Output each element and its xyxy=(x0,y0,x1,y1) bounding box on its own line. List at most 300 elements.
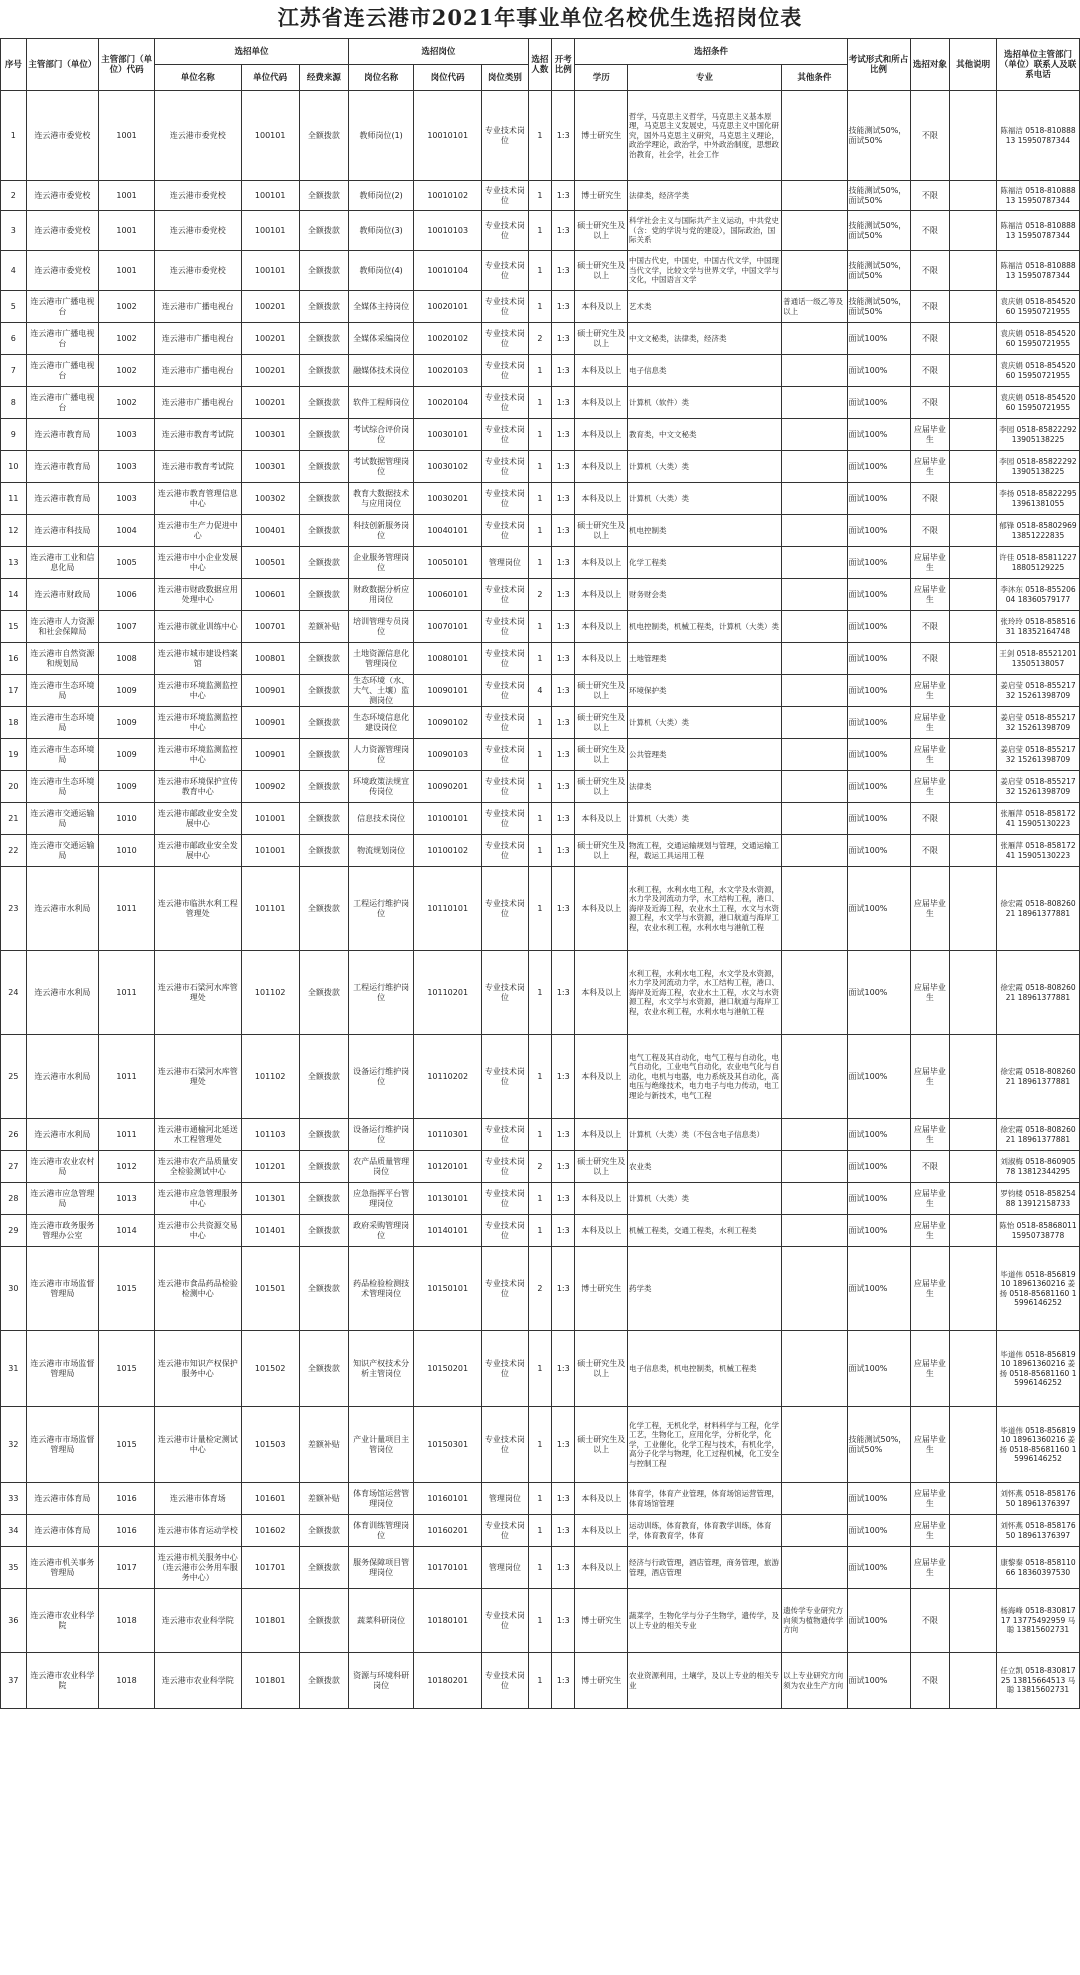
target-cell: 应届毕业生 xyxy=(910,771,950,803)
unit-name-cell: 连云港市农业科学院 xyxy=(155,1589,241,1653)
count-cell: 1 xyxy=(528,1483,551,1515)
post-type-cell: 管理岗位 xyxy=(482,547,529,579)
ratio-cell: 1:3 xyxy=(552,771,575,803)
dept-code-cell: 1003 xyxy=(99,451,155,483)
note-cell xyxy=(950,835,997,867)
target-cell: 应届毕业生 xyxy=(910,547,950,579)
table-row xyxy=(1,771,1080,803)
target-cell: 不限 xyxy=(910,515,950,547)
note-cell xyxy=(950,803,997,835)
target-cell: 应届毕业生 xyxy=(910,1247,950,1331)
post-type-cell: 专业技术岗位 xyxy=(482,707,529,739)
contact-cell: 徐宏霞 0518-80826021 18961377881 xyxy=(996,1035,1079,1119)
count-cell: 1 xyxy=(528,1215,551,1247)
unit-code-cell: 101102 xyxy=(241,1035,299,1119)
other-cell xyxy=(782,771,847,803)
unit-code-cell: 101102 xyxy=(241,951,299,1035)
funding-cell: 全额拨款 xyxy=(299,867,348,951)
note-cell xyxy=(950,451,997,483)
count-cell: 1 xyxy=(528,547,551,579)
dept-cell: 连云港市委党校 xyxy=(26,251,98,291)
unit-code-cell: 101001 xyxy=(241,803,299,835)
count-cell: 1 xyxy=(528,1183,551,1215)
count-cell: 1 xyxy=(528,1119,551,1151)
exam-cell: 面试100% xyxy=(847,611,910,643)
funding-cell: 全额拨款 xyxy=(299,483,348,515)
dept-code-cell: 1018 xyxy=(99,1589,155,1653)
unit-name-cell: 连云港市计量检定测试中心 xyxy=(155,1407,241,1483)
note-cell xyxy=(950,1407,997,1483)
note-cell xyxy=(950,181,997,211)
post-name-cell: 融媒体技术岗位 xyxy=(348,355,413,387)
funding-cell: 全额拨款 xyxy=(299,1183,348,1215)
major-cell: 法律类 xyxy=(627,771,781,803)
funding-cell: 全额拨款 xyxy=(299,1247,348,1331)
note-cell xyxy=(950,771,997,803)
unit-name-cell: 连云港市公共资源交易中心 xyxy=(155,1215,241,1247)
post-type-cell: 专业技术岗位 xyxy=(482,181,529,211)
post-code-cell: 10010104 xyxy=(414,251,482,291)
edu-cell: 本科及以上 xyxy=(575,451,628,483)
post-code-cell: 10100101 xyxy=(414,803,482,835)
exam-cell: 面试100% xyxy=(847,323,910,355)
unit-name-cell: 连云港市环境监测监控中心 xyxy=(155,707,241,739)
funding-cell: 差额补贴 xyxy=(299,1483,348,1515)
major-cell: 农业类 xyxy=(627,1151,781,1183)
seq-cell: 2 xyxy=(1,181,27,211)
count-cell: 1 xyxy=(528,1407,551,1483)
major-cell: 蔬菜学，生物化学与分子生物学，遗传学，及以上专业的相关专业 xyxy=(627,1589,781,1653)
post-code-cell: 10180101 xyxy=(414,1589,482,1653)
seq-cell: 16 xyxy=(1,643,27,675)
post-name-cell: 教师岗位(2) xyxy=(348,181,413,211)
target-cell: 应届毕业生 xyxy=(910,419,950,451)
dept-code-cell: 1016 xyxy=(99,1483,155,1515)
count-cell: 2 xyxy=(528,1151,551,1183)
exam-cell: 面试100% xyxy=(847,1483,910,1515)
edu-cell: 硕士研究生及以上 xyxy=(575,211,628,251)
major-cell: 机电控制类，机械工程类，计算机（大类）类 xyxy=(627,611,781,643)
post-name-cell: 应急指挥平台管理岗位 xyxy=(348,1183,413,1215)
unit-name-cell: 连云港市通榆河北延送水工程管理处 xyxy=(155,1119,241,1151)
dept-cell: 连云港市自然资源和规划局 xyxy=(26,643,98,675)
funding-cell: 全额拨款 xyxy=(299,1035,348,1119)
target-cell: 不限 xyxy=(910,643,950,675)
seq-cell: 24 xyxy=(1,951,27,1035)
funding-cell: 全额拨款 xyxy=(299,951,348,1035)
edu-cell: 硕士研究生及以上 xyxy=(575,1331,628,1407)
table-row xyxy=(1,707,1080,739)
post-code-cell: 10130101 xyxy=(414,1183,482,1215)
post-type-cell: 专业技术岗位 xyxy=(482,643,529,675)
edu-cell: 本科及以上 xyxy=(575,1035,628,1119)
exam-cell: 面试100% xyxy=(847,547,910,579)
post-name-cell: 环境政策法规宣传岗位 xyxy=(348,771,413,803)
post-name-cell: 蔬菜科研岗位 xyxy=(348,1589,413,1653)
other-cell xyxy=(782,1407,847,1483)
note-cell xyxy=(950,1515,997,1547)
unit-code-cell: 101601 xyxy=(241,1483,299,1515)
note-cell xyxy=(950,951,997,1035)
unit-name-cell: 连云港市生产力促进中心 xyxy=(155,515,241,547)
seq-cell: 17 xyxy=(1,675,27,707)
count-cell: 2 xyxy=(528,1247,551,1331)
dept-cell: 连云港市教育局 xyxy=(26,451,98,483)
major-cell: 计算机（大类）类 xyxy=(627,451,781,483)
table-row xyxy=(1,1589,1080,1653)
dept-code-cell: 1002 xyxy=(99,355,155,387)
post-code-cell: 10160101 xyxy=(414,1483,482,1515)
dept-cell: 连云港市教育局 xyxy=(26,483,98,515)
post-name-cell: 农产品质量管理岗位 xyxy=(348,1151,413,1183)
other-cell xyxy=(782,1035,847,1119)
edu-cell: 硕士研究生及以上 xyxy=(575,739,628,771)
note-cell xyxy=(950,355,997,387)
contact-cell: 徐宏霞 0518-80826021 18961377881 xyxy=(996,951,1079,1035)
unit-code-cell: 101502 xyxy=(241,1331,299,1407)
unit-name-cell: 连云港市知识产权保护服务中心 xyxy=(155,1331,241,1407)
post-code-cell: 10110101 xyxy=(414,867,482,951)
unit-name-cell: 连云港市教育考试院 xyxy=(155,451,241,483)
target-cell: 不限 xyxy=(910,387,950,419)
target-cell: 应届毕业生 xyxy=(910,951,950,1035)
seq-cell: 25 xyxy=(1,1035,27,1119)
ratio-cell: 1:3 xyxy=(552,707,575,739)
table-row xyxy=(1,951,1080,1035)
dept-code-cell: 1009 xyxy=(99,739,155,771)
major-cell: 化学工程，无机化学，材料科学与工程，化学工艺，生物化工，应用化学，分析化学，化学，工业催化，化学工程与技术，有机化学，高分子化学与物理，化工过程机械，化工安全与控制工程 xyxy=(627,1407,781,1483)
header-funding: 经费来源 xyxy=(299,65,348,91)
seq-cell: 13 xyxy=(1,547,27,579)
edu-cell: 博士研究生 xyxy=(575,181,628,211)
major-cell: 经济与行政管理，酒店管理，商务管理，旅游管理，酒店管理 xyxy=(627,1547,781,1589)
contact-cell: 罗钧楼 0518-85825488 13912158733 xyxy=(996,1183,1079,1215)
count-cell: 1 xyxy=(528,355,551,387)
unit-name-cell: 连云港市石梁河水库管理处 xyxy=(155,1035,241,1119)
ratio-cell: 1:3 xyxy=(552,323,575,355)
post-type-cell: 专业技术岗位 xyxy=(482,211,529,251)
contact-cell: 徐宏霞 0518-80826021 18961377881 xyxy=(996,1119,1079,1151)
target-cell: 不限 xyxy=(910,1151,950,1183)
post-code-cell: 10150201 xyxy=(414,1331,482,1407)
post-name-cell: 人力资源管理岗位 xyxy=(348,739,413,771)
exam-cell: 面试100% xyxy=(847,643,910,675)
note-cell xyxy=(950,643,997,675)
dept-cell: 连云港市机关事务管理局 xyxy=(26,1547,98,1589)
seq-cell: 26 xyxy=(1,1119,27,1151)
seq-cell: 20 xyxy=(1,771,27,803)
dept-code-cell: 1001 xyxy=(99,91,155,181)
post-code-cell: 10060101 xyxy=(414,579,482,611)
seq-cell: 36 xyxy=(1,1589,27,1653)
note-cell xyxy=(950,579,997,611)
contact-cell: 张雁萍 0518-85817241 15905130223 xyxy=(996,835,1079,867)
post-code-cell: 10020104 xyxy=(414,387,482,419)
contact-cell: 姜启莹 0518-85521732 15261398709 xyxy=(996,739,1079,771)
unit-name-cell: 连云港市环境监测监控中心 xyxy=(155,675,241,707)
edu-cell: 本科及以上 xyxy=(575,291,628,323)
table-row xyxy=(1,579,1080,611)
seq-cell: 12 xyxy=(1,515,27,547)
dept-cell: 连云港市人力资源和社会保障局 xyxy=(26,611,98,643)
post-name-cell: 生态环境信息化建设岗位 xyxy=(348,707,413,739)
unit-code-cell: 101401 xyxy=(241,1215,299,1247)
exam-cell: 技能测试50%，面试50% xyxy=(847,181,910,211)
count-cell: 1 xyxy=(528,1547,551,1589)
count-cell: 1 xyxy=(528,251,551,291)
dept-code-cell: 1001 xyxy=(99,251,155,291)
major-cell: 电子信息类，机电控制类，机械工程类 xyxy=(627,1331,781,1407)
exam-cell: 面试100% xyxy=(847,1589,910,1653)
note-cell xyxy=(950,611,997,643)
unit-code-cell: 100301 xyxy=(241,451,299,483)
table-row xyxy=(1,387,1080,419)
post-code-cell: 10170101 xyxy=(414,1547,482,1589)
dept-code-cell: 1011 xyxy=(99,1035,155,1119)
count-cell: 2 xyxy=(528,323,551,355)
dept-cell: 连云港市农业科学院 xyxy=(26,1589,98,1653)
post-name-cell: 全媒体主持岗位 xyxy=(348,291,413,323)
post-type-cell: 专业技术岗位 xyxy=(482,951,529,1035)
positions-table xyxy=(0,38,1080,1709)
unit-name-cell: 连云港市广播电视台 xyxy=(155,387,241,419)
ratio-cell: 1:3 xyxy=(552,1547,575,1589)
post-name-cell: 培训管理专员岗位 xyxy=(348,611,413,643)
unit-name-cell: 连云港市农业科学院 xyxy=(155,1653,241,1709)
seq-cell: 10 xyxy=(1,451,27,483)
ratio-cell: 1:3 xyxy=(552,1183,575,1215)
contact-cell: 杨海峰 0518-83081717 13775492959 马聪 13815602731 xyxy=(996,1589,1079,1653)
major-cell: 计算机（大类）类 xyxy=(627,803,781,835)
major-cell: 体育学，体育产业管理，体育场馆运营管理，体育场馆管理 xyxy=(627,1483,781,1515)
table-row xyxy=(1,515,1080,547)
unit-code-cell: 101103 xyxy=(241,1119,299,1151)
edu-cell: 博士研究生 xyxy=(575,91,628,181)
post-type-cell: 专业技术岗位 xyxy=(482,739,529,771)
major-cell: 计算机（软件）类 xyxy=(627,387,781,419)
ratio-cell: 1:3 xyxy=(552,1515,575,1547)
post-type-cell: 专业技术岗位 xyxy=(482,1653,529,1709)
unit-code-cell: 101301 xyxy=(241,1183,299,1215)
target-cell: 不限 xyxy=(910,1653,950,1709)
post-name-cell: 物流规划岗位 xyxy=(348,835,413,867)
post-type-cell: 专业技术岗位 xyxy=(482,1035,529,1119)
dept-cell: 连云港市委党校 xyxy=(26,181,98,211)
unit-name-cell: 连云港市环境监测监控中心 xyxy=(155,739,241,771)
target-cell: 不限 xyxy=(910,251,950,291)
header-unit-name: 单位名称 xyxy=(155,65,241,91)
major-cell: 水利工程，水利水电工程，水文学及水资源，水力学及河流动力学，水工结构工程，港口、海岸及近海工程，农业水土工程，水文与水资源工程，水文学与水资源，港口航道与海岸工程，农业水利工程，水利水电与港航工程 xyxy=(627,951,781,1035)
exam-cell: 技能测试50%，面试50% xyxy=(847,251,910,291)
funding-cell: 全额拨款 xyxy=(299,291,348,323)
ratio-cell: 1:3 xyxy=(552,1483,575,1515)
other-cell xyxy=(782,1215,847,1247)
post-type-cell: 专业技术岗位 xyxy=(482,451,529,483)
dept-cell: 连云港市委党校 xyxy=(26,211,98,251)
edu-cell: 本科及以上 xyxy=(575,1547,628,1589)
seq-cell: 19 xyxy=(1,739,27,771)
target-cell: 应届毕业生 xyxy=(910,451,950,483)
edu-cell: 硕士研究生及以上 xyxy=(575,251,628,291)
other-cell xyxy=(782,835,847,867)
table-row xyxy=(1,1183,1080,1215)
ratio-cell: 1:3 xyxy=(552,1035,575,1119)
seq-cell: 32 xyxy=(1,1407,27,1483)
other-cell xyxy=(782,251,847,291)
dept-cell: 连云港市水利局 xyxy=(26,1035,98,1119)
count-cell: 1 xyxy=(528,951,551,1035)
dept-code-cell: 1011 xyxy=(99,951,155,1035)
other-cell xyxy=(782,1331,847,1407)
table-row xyxy=(1,355,1080,387)
unit-code-cell: 101201 xyxy=(241,1151,299,1183)
dept-cell: 连云港市广播电视台 xyxy=(26,387,98,419)
edu-cell: 本科及以上 xyxy=(575,1215,628,1247)
major-cell: 计算机（大类）类（不包含电子信息类） xyxy=(627,1119,781,1151)
post-name-cell: 全媒体采编岗位 xyxy=(348,323,413,355)
post-name-cell: 药品检验检测技术管理岗位 xyxy=(348,1247,413,1331)
post-type-cell: 专业技术岗位 xyxy=(482,611,529,643)
table-row xyxy=(1,1151,1080,1183)
exam-cell: 技能测试50%，面试50% xyxy=(847,91,910,181)
post-code-cell: 10020103 xyxy=(414,355,482,387)
other-cell xyxy=(782,91,847,181)
edu-cell: 本科及以上 xyxy=(575,547,628,579)
unit-name-cell: 连云港市邮政业安全发展中心 xyxy=(155,803,241,835)
count-cell: 1 xyxy=(528,1331,551,1407)
unit-name-cell: 连云港市广播电视台 xyxy=(155,355,241,387)
contact-cell: 任立凯 0518-83081725 13815664513 马聪 13815602731 xyxy=(996,1653,1079,1709)
ratio-cell: 1:3 xyxy=(552,419,575,451)
post-name-cell: 设备运行维护岗位 xyxy=(348,1035,413,1119)
unit-name-cell: 连云港市石梁河水库管理处 xyxy=(155,951,241,1035)
unit-code-cell: 101801 xyxy=(241,1589,299,1653)
funding-cell: 全额拨款 xyxy=(299,771,348,803)
target-cell: 不限 xyxy=(910,1589,950,1653)
exam-cell: 面试100% xyxy=(847,1247,910,1331)
edu-cell: 硕士研究生及以上 xyxy=(575,1151,628,1183)
contact-cell: 李扬 0518-85822295 13961381055 xyxy=(996,483,1079,515)
count-cell: 1 xyxy=(528,643,551,675)
dept-cell: 连云港市水利局 xyxy=(26,867,98,951)
contact-cell: 康黎秦 0518-85811066 18360397530 xyxy=(996,1547,1079,1589)
target-cell: 应届毕业生 xyxy=(910,739,950,771)
post-code-cell: 10150301 xyxy=(414,1407,482,1483)
post-name-cell: 软件工程师岗位 xyxy=(348,387,413,419)
dept-cell: 连云港市水利局 xyxy=(26,951,98,1035)
contact-cell: 陈福洁 0518-81088813 15950787344 xyxy=(996,251,1079,291)
post-code-cell: 10120101 xyxy=(414,1151,482,1183)
edu-cell: 本科及以上 xyxy=(575,1515,628,1547)
other-cell xyxy=(782,611,847,643)
target-cell: 应届毕业生 xyxy=(910,1215,950,1247)
note-cell xyxy=(950,515,997,547)
edu-cell: 本科及以上 xyxy=(575,611,628,643)
header-unit-code: 单位代码 xyxy=(241,65,299,91)
count-cell: 1 xyxy=(528,91,551,181)
other-cell xyxy=(782,803,847,835)
other-cell xyxy=(782,951,847,1035)
contact-cell: 姜启莹 0518-85521732 15261398709 xyxy=(996,771,1079,803)
seq-cell: 4 xyxy=(1,251,27,291)
exam-cell: 面试100% xyxy=(847,867,910,951)
seq-cell: 1 xyxy=(1,91,27,181)
seq-cell: 11 xyxy=(1,483,27,515)
count-cell: 1 xyxy=(528,1589,551,1653)
exam-cell: 面试100% xyxy=(847,419,910,451)
contact-cell: 张玲玲 0518-85851631 18352164748 xyxy=(996,611,1079,643)
seq-cell: 8 xyxy=(1,387,27,419)
funding-cell: 全额拨款 xyxy=(299,739,348,771)
seq-cell: 18 xyxy=(1,707,27,739)
target-cell: 不限 xyxy=(910,181,950,211)
contact-cell: 许佳 0518-85811227 18805129225 xyxy=(996,547,1079,579)
post-name-cell: 财政数据分析应用岗位 xyxy=(348,579,413,611)
major-cell: 公共管理类 xyxy=(627,739,781,771)
target-cell: 不限 xyxy=(910,211,950,251)
target-cell: 应届毕业生 xyxy=(910,1183,950,1215)
unit-code-cell: 100901 xyxy=(241,675,299,707)
contact-cell: 陈怡 0518-85868011 15950738778 xyxy=(996,1215,1079,1247)
post-name-cell: 企业服务管理岗位 xyxy=(348,547,413,579)
other-cell xyxy=(782,1547,847,1589)
other-cell xyxy=(782,1247,847,1331)
post-code-cell: 10180201 xyxy=(414,1653,482,1709)
post-code-cell: 10110301 xyxy=(414,1119,482,1151)
funding-cell: 差额补贴 xyxy=(299,1407,348,1483)
dept-cell: 连云港市委党校 xyxy=(26,91,98,181)
unit-code-cell: 100901 xyxy=(241,739,299,771)
header-target: 选招对象 xyxy=(910,39,950,91)
unit-code-cell: 100201 xyxy=(241,355,299,387)
exam-cell: 面试100% xyxy=(847,1151,910,1183)
other-cell xyxy=(782,739,847,771)
post-code-cell: 10150101 xyxy=(414,1247,482,1331)
ratio-cell: 1:3 xyxy=(552,547,575,579)
dept-code-cell: 1002 xyxy=(99,323,155,355)
note-cell xyxy=(950,739,997,771)
major-cell: 教育类，中文文秘类 xyxy=(627,419,781,451)
ratio-cell: 1:3 xyxy=(552,579,575,611)
unit-code-cell: 100902 xyxy=(241,771,299,803)
seq-cell: 15 xyxy=(1,611,27,643)
contact-cell: 毕道伟 0518-85681910 18961360216 姜扬 0518-85681160 15996146252 xyxy=(996,1331,1079,1407)
ratio-cell: 1:3 xyxy=(552,951,575,1035)
unit-code-cell: 100201 xyxy=(241,387,299,419)
contact-cell: 郁锋 0518-85802969 13851222835 xyxy=(996,515,1079,547)
unit-name-cell: 连云港市农产品质量安全检验测试中心 xyxy=(155,1151,241,1183)
edu-cell: 本科及以上 xyxy=(575,867,628,951)
table-row xyxy=(1,1653,1080,1709)
dept-code-cell: 1015 xyxy=(99,1331,155,1407)
post-name-cell: 资源与环境科研岗位 xyxy=(348,1653,413,1709)
unit-code-cell: 101503 xyxy=(241,1407,299,1483)
post-code-cell: 10160201 xyxy=(414,1515,482,1547)
unit-code-cell: 101501 xyxy=(241,1247,299,1331)
funding-cell: 全额拨款 xyxy=(299,451,348,483)
contact-cell: 徐宏霞 0518-80826021 18961377881 xyxy=(996,867,1079,951)
seq-cell: 14 xyxy=(1,579,27,611)
ratio-cell: 1:3 xyxy=(552,355,575,387)
ratio-cell: 1:3 xyxy=(552,1407,575,1483)
other-cell xyxy=(782,419,847,451)
note-cell xyxy=(950,91,997,181)
contact-cell: 刘怀燕 0518-85817650 18961376397 xyxy=(996,1483,1079,1515)
post-code-cell: 10100102 xyxy=(414,835,482,867)
unit-name-cell: 连云港市委党校 xyxy=(155,91,241,181)
exam-cell: 面试100% xyxy=(847,515,910,547)
count-cell: 1 xyxy=(528,867,551,951)
